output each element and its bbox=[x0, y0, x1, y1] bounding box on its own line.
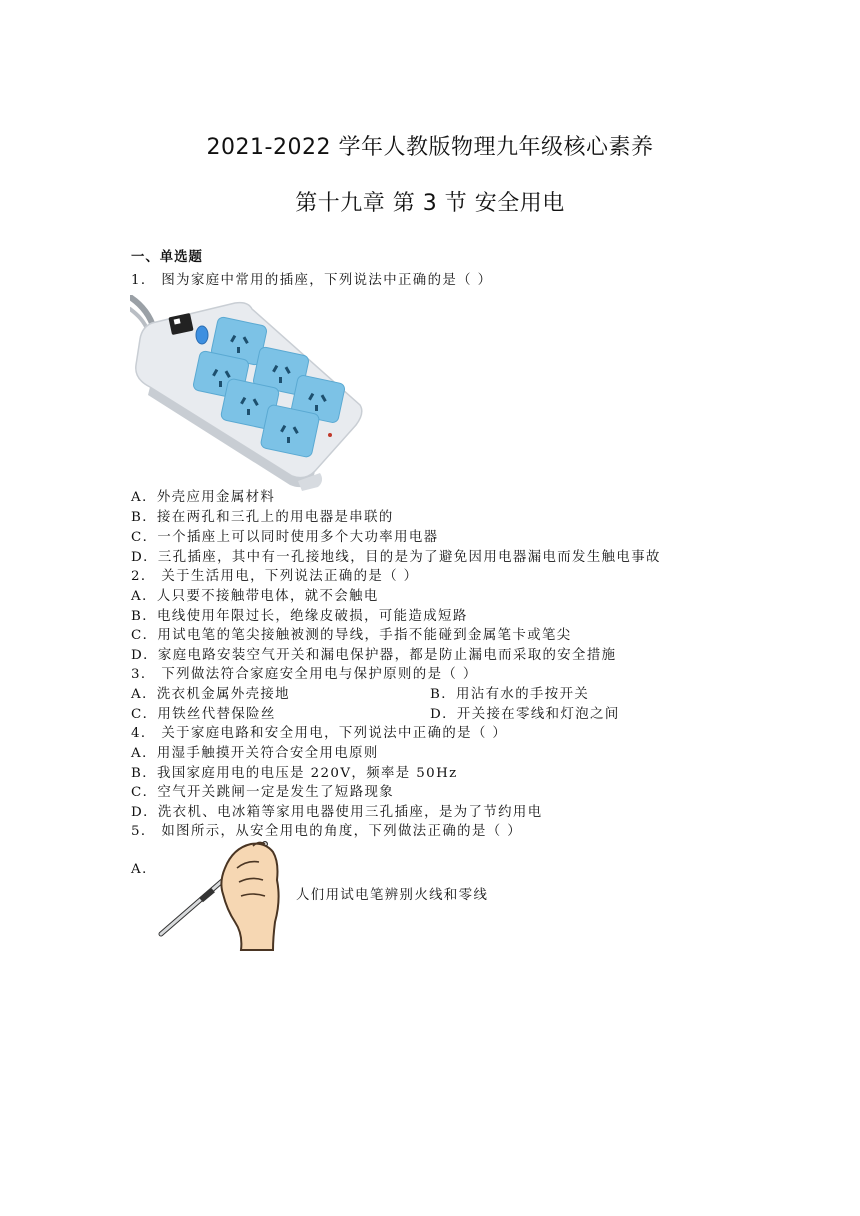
q4-option-c: C．空气开关跳闸一定是发生了短路现象 bbox=[131, 785, 395, 800]
question-2-stem: 2． 关于生活用电，下列说法正确的是（ ） bbox=[131, 569, 419, 584]
question-3-stem: 3． 下列做法符合家庭安全用电与保护原则的是（ ） bbox=[131, 667, 478, 682]
q3-option-c: C．用铁丝代替保险丝 bbox=[131, 707, 276, 722]
q2-option-b: B．电线使用年限过长，绝缘皮破损，可能造成短路 bbox=[131, 609, 468, 624]
question-4-stem: 4． 关于家庭电路和安全用电，下列说法中正确的是（ ） bbox=[131, 726, 508, 741]
q1-option-a: A．外壳应用金属材料 bbox=[131, 490, 276, 505]
q2-option-d: D．家庭电路安装空气开关和漏电保护器，都是防止漏电而采取的安全措施 bbox=[131, 648, 617, 663]
q5-option-a-label: A． bbox=[131, 862, 157, 877]
document-subtitle: 第十九章 第 3 节 安全用电 bbox=[295, 191, 565, 216]
q2-option-a: A．人只要不接触带电体，就不会触电 bbox=[131, 589, 379, 604]
section-heading: 一、单选题 bbox=[131, 250, 203, 265]
q1-option-d: D．三孔插座，其中有一孔接地线，目的是为了避免因用电器漏电而发生触电事故 bbox=[131, 550, 661, 565]
power-strip-image bbox=[130, 295, 365, 495]
q4-option-b: B．我国家庭用电的电压是 220V，频率是 50Hz bbox=[131, 766, 458, 781]
q2-option-c: C．用试电笔的笔尖接触被测的导线，手指不能碰到金属笔卡或笔尖 bbox=[131, 628, 572, 643]
question-5-stem: 5． 如图所示，从安全用电的角度，下列做法正确的是（ ） bbox=[131, 824, 522, 839]
test-pencil-hand-image bbox=[155, 838, 290, 953]
q3-option-a: A．洗衣机金属外壳接地 bbox=[131, 687, 290, 702]
document-title: 2021-2022 学年人教版物理九年级核心素养 bbox=[206, 135, 654, 160]
question-1-stem: 1． 图为家庭中常用的插座，下列说法中正确的是（ ） bbox=[131, 273, 493, 288]
q1-option-b: B．接在两孔和三孔上的用电器是串联的 bbox=[131, 510, 394, 525]
q3-option-d: D．开关接在零线和灯泡之间 bbox=[430, 707, 620, 722]
q1-option-c: C．一个插座上可以同时使用多个大功率用电器 bbox=[131, 530, 439, 545]
q4-option-a: A．用湿手触摸开关符合安全用电原则 bbox=[131, 746, 379, 761]
q3-option-b: B．用沾有水的手按开关 bbox=[430, 687, 590, 702]
q4-option-d: D．洗衣机、电冰箱等家用电器使用三孔插座，是为了节约用电 bbox=[131, 805, 543, 820]
q5-option-a-text: 人们用试电笔辨别火线和零线 bbox=[296, 888, 489, 903]
